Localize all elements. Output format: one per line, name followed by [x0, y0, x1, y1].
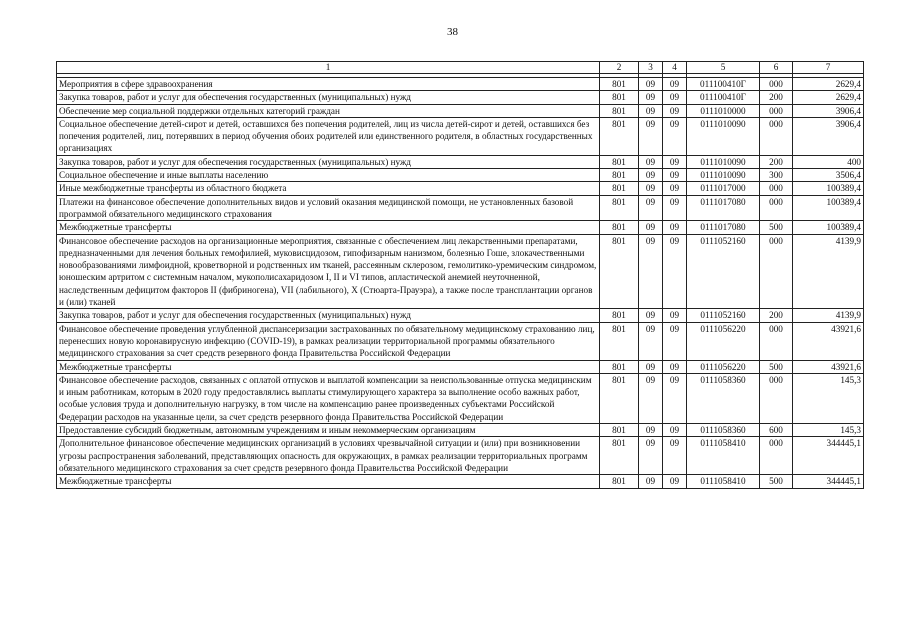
- row-value-cell: 0111056220: [687, 322, 760, 360]
- row-name-cell: Обеспечение мер социальной поддержки отдельных категорий граждан: [57, 104, 600, 117]
- table-row: [57, 78, 864, 91]
- table-row: [57, 221, 864, 234]
- row-value-cell: 43921,6: [793, 360, 864, 373]
- row-value-cell: 09: [639, 360, 663, 373]
- row-value-cell: 344445,1: [793, 437, 864, 475]
- column-header: 5: [687, 62, 760, 74]
- row-value-cell: 500: [760, 221, 793, 234]
- table-header-row: [57, 62, 864, 74]
- row-value-cell: 801: [600, 437, 639, 475]
- row-name-cell: Дополнительное финансовое обеспечение медицинских организаций в условиях чрезвычайной ситуации и (или) при возникновении угрозы распространения заболеваний, представляющих опасность для окружающих, в рамках реализации территориальных программ обязательного медицинского страхования за счет средств резервного фонда Правительства Российской Федерации: [57, 437, 600, 475]
- budget-table: [56, 61, 864, 489]
- row-value-cell: 3506,4: [793, 169, 864, 182]
- row-value-cell: 09: [639, 373, 663, 423]
- row-value-cell: 09: [663, 437, 687, 475]
- row-value-cell: 09: [639, 475, 663, 488]
- row-value-cell: 09: [663, 322, 687, 360]
- row-value-cell: 801: [600, 309, 639, 322]
- row-value-cell: 801: [600, 91, 639, 104]
- table-row: [57, 309, 864, 322]
- row-value-cell: 0111058410: [687, 475, 760, 488]
- row-value-cell: 09: [639, 155, 663, 168]
- row-value-cell: 3906,4: [793, 117, 864, 155]
- row-name-cell: Закупка товаров, работ и услуг для обеспечения государственных (муниципальных) нужд: [57, 91, 600, 104]
- row-value-cell: 0111056220: [687, 360, 760, 373]
- row-value-cell: 200: [760, 309, 793, 322]
- row-value-cell: 09: [639, 78, 663, 91]
- row-value-cell: 09: [639, 195, 663, 221]
- row-value-cell: 145,3: [793, 424, 864, 437]
- row-value-cell: 09: [639, 182, 663, 195]
- column-header: 3: [639, 62, 663, 74]
- row-value-cell: 801: [600, 221, 639, 234]
- row-value-cell: 09: [639, 234, 663, 309]
- row-value-cell: 0111052160: [687, 309, 760, 322]
- column-header: 7: [793, 62, 864, 74]
- row-value-cell: 0111010000: [687, 104, 760, 117]
- row-name-cell: Социальное обеспечение и иные выплаты населению: [57, 169, 600, 182]
- row-value-cell: 600: [760, 424, 793, 437]
- row-value-cell: 300: [760, 169, 793, 182]
- row-value-cell: 2629,4: [793, 78, 864, 91]
- table-row: [57, 155, 864, 168]
- table-row: [57, 195, 864, 221]
- row-value-cell: 000: [760, 195, 793, 221]
- row-name-cell: Платежи на финансовое обеспечение дополнительных видов и условий оказания медицинской помощи, не установленных базовой программой обязательного медицинского страхования: [57, 195, 600, 221]
- row-value-cell: 09: [663, 169, 687, 182]
- row-value-cell: 011100410Г: [687, 91, 760, 104]
- row-value-cell: 09: [663, 373, 687, 423]
- row-value-cell: 801: [600, 475, 639, 488]
- row-value-cell: 344445,1: [793, 475, 864, 488]
- row-value-cell: 09: [663, 234, 687, 309]
- table-row: [57, 475, 864, 488]
- row-value-cell: 000: [760, 104, 793, 117]
- row-value-cell: 09: [639, 437, 663, 475]
- row-value-cell: 000: [760, 117, 793, 155]
- row-value-cell: 100389,4: [793, 195, 864, 221]
- row-value-cell: 43921,6: [793, 322, 864, 360]
- row-value-cell: 000: [760, 78, 793, 91]
- row-value-cell: 000: [760, 234, 793, 309]
- row-value-cell: 801: [600, 117, 639, 155]
- row-value-cell: 801: [600, 104, 639, 117]
- row-value-cell: 500: [760, 475, 793, 488]
- row-value-cell: 09: [663, 475, 687, 488]
- row-value-cell: 0111017080: [687, 221, 760, 234]
- row-value-cell: 801: [600, 169, 639, 182]
- row-value-cell: 801: [600, 182, 639, 195]
- row-value-cell: 09: [639, 104, 663, 117]
- row-value-cell: 100389,4: [793, 182, 864, 195]
- row-value-cell: 09: [639, 221, 663, 234]
- row-value-cell: 0111017000: [687, 182, 760, 195]
- row-value-cell: 801: [600, 234, 639, 309]
- row-value-cell: 000: [760, 322, 793, 360]
- table-row: [57, 373, 864, 423]
- row-value-cell: 09: [663, 182, 687, 195]
- table-row: [57, 360, 864, 373]
- row-value-cell: 09: [663, 221, 687, 234]
- row-value-cell: 09: [663, 104, 687, 117]
- table-row: [57, 104, 864, 117]
- row-value-cell: 4139,9: [793, 309, 864, 322]
- row-value-cell: 801: [600, 424, 639, 437]
- row-name-cell: Межбюджетные трансферты: [57, 221, 600, 234]
- table-row: [57, 234, 864, 309]
- row-name-cell: Финансовое обеспечение расходов на организационные мероприятия, связанные с обеспечением лиц лекарственными препаратами, предназначенными для лечения больных гемофилией, муковисцидозом, гипофизарным нанизмом, болезнью Гоше, злокачественными новообразованиями лимфоидной, кроветворной и родственных им тканей, рассеянным склерозом, гемолитико-уремическим синдромом, юношеским артритом с системным началом, мукополисахаридозом I, II и VI типов, апластической анемией неуточненной, наследственным дефицитом факторов II (фибриногена), VII (лабильного), X (Стюарта-Прауэра), а также после трансплантации органов и (или) тканей: [57, 234, 600, 309]
- row-value-cell: 09: [663, 91, 687, 104]
- row-name-cell: Межбюджетные трансферты: [57, 360, 600, 373]
- row-value-cell: 09: [663, 78, 687, 91]
- row-name-cell: Закупка товаров, работ и услуг для обеспечения государственных (муниципальных) нужд: [57, 155, 600, 168]
- row-value-cell: 801: [600, 155, 639, 168]
- row-value-cell: 09: [663, 424, 687, 437]
- row-value-cell: 200: [760, 155, 793, 168]
- row-value-cell: 3906,4: [793, 104, 864, 117]
- row-value-cell: 4139,9: [793, 234, 864, 309]
- row-value-cell: 000: [760, 437, 793, 475]
- row-value-cell: 0111010090: [687, 169, 760, 182]
- row-value-cell: 000: [760, 373, 793, 423]
- table-row: [57, 91, 864, 104]
- row-value-cell: 801: [600, 373, 639, 423]
- row-value-cell: 200: [760, 91, 793, 104]
- column-header: 4: [663, 62, 687, 74]
- row-value-cell: 09: [639, 322, 663, 360]
- row-name-cell: Мероприятия в сфере здравоохранения: [57, 78, 600, 91]
- row-value-cell: 09: [639, 309, 663, 322]
- table-row: [57, 424, 864, 437]
- table-row: [57, 117, 864, 155]
- row-value-cell: 0111058410: [687, 437, 760, 475]
- row-name-cell: Иные межбюджетные трансферты из областного бюджета: [57, 182, 600, 195]
- row-value-cell: 801: [600, 360, 639, 373]
- row-value-cell: 0111058360: [687, 373, 760, 423]
- row-value-cell: 801: [600, 195, 639, 221]
- row-name-cell: Предоставление субсидий бюджетным, автономным учреждениям и иным некоммерческим организациям: [57, 424, 600, 437]
- page-number: 38: [447, 26, 458, 38]
- row-name-cell: Финансовое обеспечение проведения углубленной диспансеризации застрахованных по обязательному медицинскому страхованию лиц, перенесших новую коронавирусную инфекцию (COVID-19), в рамках реализации территориальной программы обязательного медицинского страхования за счет средств резервного фонда Правительства Российской Федерации: [57, 322, 600, 360]
- column-header: 6: [760, 62, 793, 74]
- row-value-cell: 0111017080: [687, 195, 760, 221]
- table-row: [57, 182, 864, 195]
- row-value-cell: 801: [600, 322, 639, 360]
- row-value-cell: 801: [600, 78, 639, 91]
- row-value-cell: 09: [639, 91, 663, 104]
- row-value-cell: 145,3: [793, 373, 864, 423]
- table-row: [57, 169, 864, 182]
- row-value-cell: 500: [760, 360, 793, 373]
- row-value-cell: 000: [760, 182, 793, 195]
- row-value-cell: 0111010090: [687, 117, 760, 155]
- row-value-cell: 09: [639, 169, 663, 182]
- row-value-cell: 2629,4: [793, 91, 864, 104]
- row-name-cell: Межбюджетные трансферты: [57, 475, 600, 488]
- row-value-cell: 09: [639, 424, 663, 437]
- row-name-cell: Закупка товаров, работ и услуг для обеспечения государственных (муниципальных) нужд: [57, 309, 600, 322]
- column-header: 1: [57, 62, 600, 74]
- table-body: [57, 74, 864, 489]
- row-name-cell: Социальное обеспечение детей-сирот и детей, оставшихся без попечения родителей, лиц из числа детей-сирот и детей, оставшихся без попечения родителей, лиц, потерявших в период обучения обоих родителей или единственного родителя, в областных государственных организациях: [57, 117, 600, 155]
- row-value-cell: 09: [663, 195, 687, 221]
- row-value-cell: 0111052160: [687, 234, 760, 309]
- column-header: 2: [600, 62, 639, 74]
- row-value-cell: 0111010090: [687, 155, 760, 168]
- row-value-cell: 100389,4: [793, 221, 864, 234]
- table-row: [57, 437, 864, 475]
- row-value-cell: 09: [663, 155, 687, 168]
- row-value-cell: 09: [663, 117, 687, 155]
- row-value-cell: 09: [639, 117, 663, 155]
- row-value-cell: 011100410Г: [687, 78, 760, 91]
- row-value-cell: 0111058360: [687, 424, 760, 437]
- row-value-cell: 09: [663, 360, 687, 373]
- row-value-cell: 400: [793, 155, 864, 168]
- row-value-cell: 09: [663, 309, 687, 322]
- row-name-cell: Финансовое обеспечение расходов, связанных с оплатой отпусков и выплатой компенсации за неиспользованные отпуска медицинским и иным работникам, которым в 2020 году предоставлялись выплаты стимулирующего характера за выполнение особо важных работ, особые условия труда и дополнительную нагрузку, в том числе на компенсацию ранее произведенных субъектами Российской Федерации расходов на указанные цели, за счет средств резервного фонда Правительства Российской Федерации: [57, 373, 600, 423]
- table-row: [57, 322, 864, 360]
